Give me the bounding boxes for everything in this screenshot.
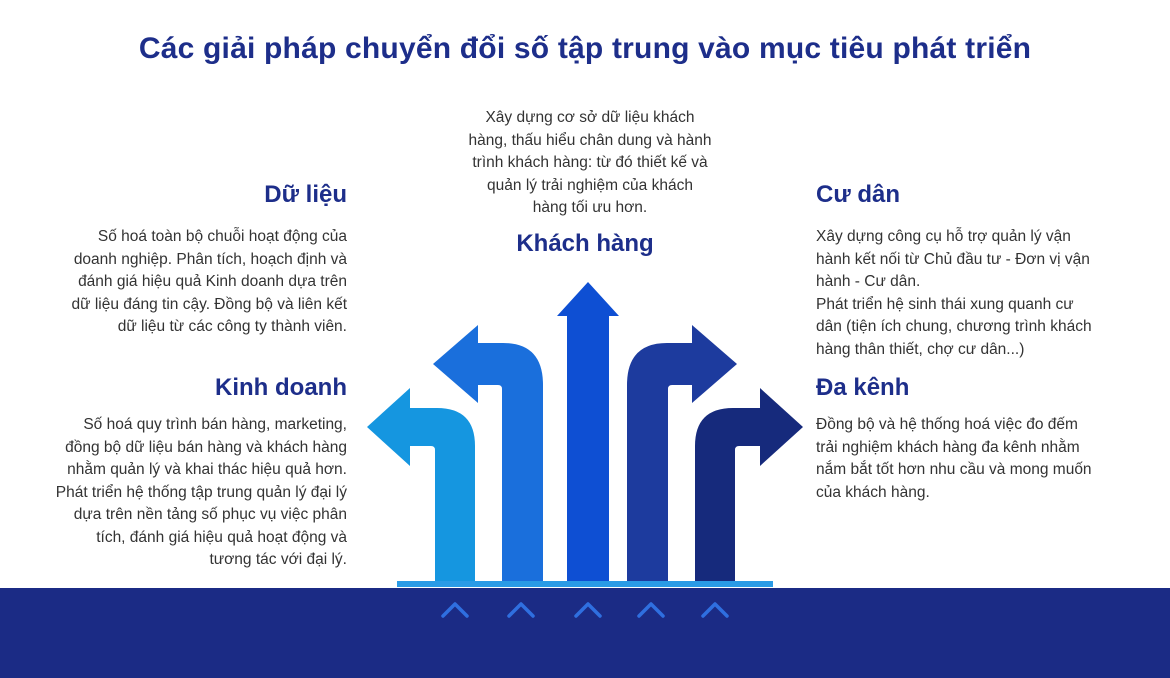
text-line: hàng, thấu hiểu chân dung và hành bbox=[468, 131, 712, 149]
heading-da-kenh: Đa kênh bbox=[816, 374, 910, 401]
text-line: dân (tiện ích chung, chương trình khách bbox=[816, 318, 1092, 335]
page-title: Các giải pháp chuyển đổi số tập trung vào mục tiêu phát triển bbox=[138, 32, 1032, 65]
heading-kinh-doanh: Kinh doanh bbox=[215, 374, 347, 401]
chevron-up-icon bbox=[703, 604, 727, 616]
text-line: doanh nghiệp. Phân tích, hoạch định và bbox=[73, 250, 347, 268]
text-line: trình khách hàng: từ đó thiết kế và bbox=[472, 154, 708, 171]
text-line: Số hoá quy trình bán hàng, marketing, bbox=[83, 416, 347, 433]
text-line: nắm bắt tốt hơn nhu cầu và mong muốn bbox=[816, 461, 1092, 478]
chevron-row bbox=[443, 604, 727, 616]
text-line: của khách hàng. bbox=[816, 483, 930, 501]
heading-cu-dan: Cư dân bbox=[816, 181, 901, 208]
text-line: hàng tối ưu hơn. bbox=[532, 199, 648, 216]
text-line: Xây dựng cơ sở dữ liệu khách bbox=[485, 109, 695, 126]
text-line: tương tác với đại lý. bbox=[209, 551, 347, 568]
text-line: Xây dựng công cụ hỗ trợ quản lý vận bbox=[816, 228, 1071, 245]
text-line: hành - Cư dân. bbox=[816, 273, 921, 290]
text-line: trải nghiệm khách hàng đa kênh nhằm bbox=[816, 438, 1080, 456]
text-line: Số hoá toàn bộ chuỗi hoạt động của bbox=[97, 228, 347, 245]
text-line: dữ liệu từ các công ty thành viên. bbox=[117, 318, 347, 335]
heading-khach-hang: Khách hàng bbox=[516, 230, 654, 257]
text-line: tích, đánh giá hiệu quả hoạt động và bbox=[96, 528, 347, 546]
text-line: quản lý trải nghiệm của khách bbox=[487, 176, 693, 194]
chevron-up-icon bbox=[443, 604, 467, 616]
heading-du-lieu: Dữ liệu bbox=[264, 181, 347, 208]
arrow-base-line bbox=[397, 581, 773, 587]
text-line: Đồng bộ và hệ thống hoá việc đo đếm bbox=[816, 416, 1078, 433]
arrow-khach-hang-icon bbox=[557, 282, 619, 581]
arrow-da-kenh-icon bbox=[695, 388, 803, 581]
chevron-up-icon bbox=[509, 604, 533, 616]
text-line: dựa trên nền tảng số phục vụ việc phân bbox=[73, 506, 347, 523]
text-line: dữ liệu đáng tin cậy. Đồng bộ và liên kết bbox=[71, 295, 347, 313]
text-line: đánh giá hiệu quả Kinh doanh dựa trên bbox=[78, 273, 347, 290]
text-line: nhằm quản lý và khai thác hiệu quả hơn. bbox=[67, 461, 347, 478]
arrow-kinh-doanh-icon bbox=[367, 388, 475, 581]
text-line: hàng thân thiết, chợ cư dân...) bbox=[816, 340, 1025, 358]
chevron-up-icon bbox=[576, 604, 600, 616]
text-line: Phát triển hệ thống tập trung quản lý đại lý bbox=[55, 483, 347, 501]
chevron-up-icon bbox=[639, 604, 663, 616]
text-line: hành kết nối từ Chủ đầu tư - Đơn vị vận bbox=[816, 250, 1090, 268]
text-line: Phát triển hệ sinh thái xung quanh cư bbox=[816, 295, 1074, 313]
text-line: đồng bộ dữ liệu bán hàng và khách hàng bbox=[65, 438, 347, 456]
